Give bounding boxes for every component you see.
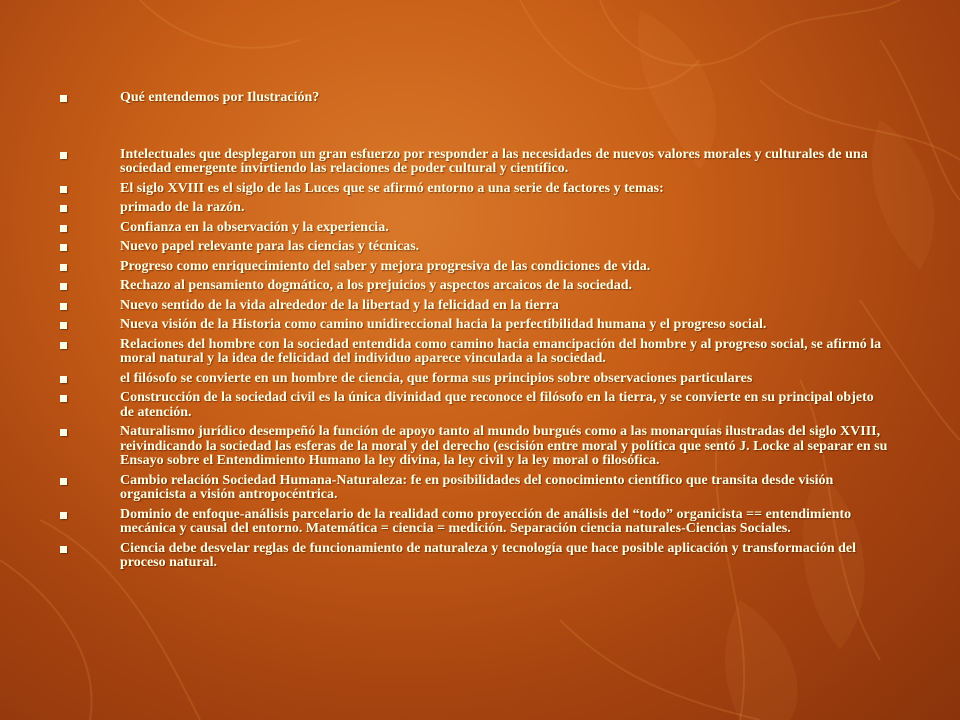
square-bullet-icon bbox=[60, 225, 67, 232]
list-item-text: Naturalismo jurídico desempeñó la función de apoyo tanto al mundo burgués como a las monarquías ilustradas del siglo XVIII, reivindicando la sociedad las esferas de la moral y del derecho (escisión entre moral y política que sentó J. Locke al separar en su Ensayo sobre el Entendimiento Humano la ley divina, la ley civil y la ley moral o filosófica. bbox=[120, 424, 888, 468]
bullet-list bbox=[58, 91, 888, 571]
list-item-text: Progreso como enriquecimiento del saber y mejora progresiva de las condiciones de vida. bbox=[120, 258, 651, 274]
list-item-text: el filósofo se convierte en un hombre de ciencia, que forma sus principios sobre observaciones particulares bbox=[120, 370, 753, 386]
list-item-text: Intelectuales que desplegaron un gran esfuerzo por responder a las necesidades de nuevos valores morales y culturales de una sociedad emergente invirtiendo las relaciones de poder cultural y científico. bbox=[120, 146, 868, 176]
square-bullet-icon bbox=[60, 376, 67, 383]
list-item bbox=[58, 391, 888, 420]
list-item-text: Construcción de la sociedad civil es la única divinidad que reconoce el filósofo en la tierra, y se convierte en su principal objeto de atención. bbox=[120, 390, 874, 420]
square-bullet-icon bbox=[60, 303, 67, 310]
list-item-text: Cambio relación Sociedad Humana-Naturaleza: fe en posibilidades del conocimiento científico que transita desde visión organicista a visión antropocéntrica. bbox=[120, 472, 834, 502]
list-item bbox=[58, 91, 888, 106]
slide-body bbox=[58, 91, 888, 576]
list-item bbox=[58, 260, 888, 275]
list-item bbox=[58, 240, 888, 255]
square-bullet-icon bbox=[60, 186, 67, 193]
list-item bbox=[58, 338, 888, 367]
list-item bbox=[58, 299, 888, 314]
list-item-text: Relaciones del hombre con la sociedad entendida como camino hacia emancipación del hombre y al progreso social, se afirmó la moral natural y la idea de felicidad del individuo aparece vinculada a la sociedad. bbox=[120, 336, 882, 366]
list-item bbox=[58, 318, 888, 333]
square-bullet-icon bbox=[60, 429, 67, 436]
square-bullet-icon bbox=[60, 395, 67, 402]
list-item bbox=[58, 201, 888, 216]
list-item bbox=[58, 474, 888, 503]
list-item-text: Dominio de enfoque-análisis parcelario de la realidad como proyección de análisis del “todo” organicista == entendimiento mecánica y causal del entorno. Matemática = ciencia = medición. Separación ciencia naturales-Ciencias Sociales. bbox=[120, 506, 852, 536]
list-item bbox=[58, 148, 888, 177]
list-item-text: Rechazo al pensamiento dogmático, a los prejuicios y aspectos arcaicos de la sociedad. bbox=[120, 278, 633, 293]
list-item bbox=[58, 182, 888, 197]
list-item-text: Confianza en la observación y la experiencia. bbox=[120, 219, 389, 235]
list-item bbox=[58, 542, 888, 571]
square-bullet-icon bbox=[60, 205, 67, 212]
list-item-text: primado de la razón. bbox=[120, 200, 245, 215]
square-bullet-icon bbox=[60, 322, 67, 329]
list-item bbox=[58, 508, 888, 537]
list-item-text: Ciencia debe desvelar reglas de funcionamiento de naturaleza y tecnología que hace posible aplicación y transformación del proceso natural. bbox=[120, 540, 856, 570]
list-item-text: Nueva visión de la Historia como camino unidireccional hacia la perfectibilidad humana y el progreso social. bbox=[120, 317, 767, 332]
list-item-text: Qué entendemos por Ilustración? bbox=[120, 90, 320, 105]
square-bullet-icon bbox=[60, 244, 67, 251]
list-item bbox=[58, 425, 888, 469]
square-bullet-icon bbox=[60, 478, 67, 485]
list-item bbox=[58, 279, 888, 294]
list-item-text: Nuevo papel relevante para las ciencias y técnicas. bbox=[120, 239, 420, 254]
list-item-text: Nuevo sentido de la vida alrededor de la libertad y la felicidad en la tierra bbox=[120, 297, 559, 313]
list-item bbox=[58, 221, 888, 236]
square-bullet-icon bbox=[60, 264, 67, 271]
square-bullet-icon bbox=[60, 546, 67, 553]
square-bullet-icon bbox=[60, 152, 67, 159]
square-bullet-icon bbox=[60, 283, 67, 290]
square-bullet-icon bbox=[60, 342, 67, 349]
square-bullet-icon bbox=[60, 512, 67, 519]
list-item-text: El siglo XVIII es el siglo de las Luces que se afirmó entorno a una serie de factores y temas: bbox=[120, 180, 664, 196]
square-bullet-icon bbox=[60, 95, 67, 102]
list-item bbox=[58, 372, 888, 387]
